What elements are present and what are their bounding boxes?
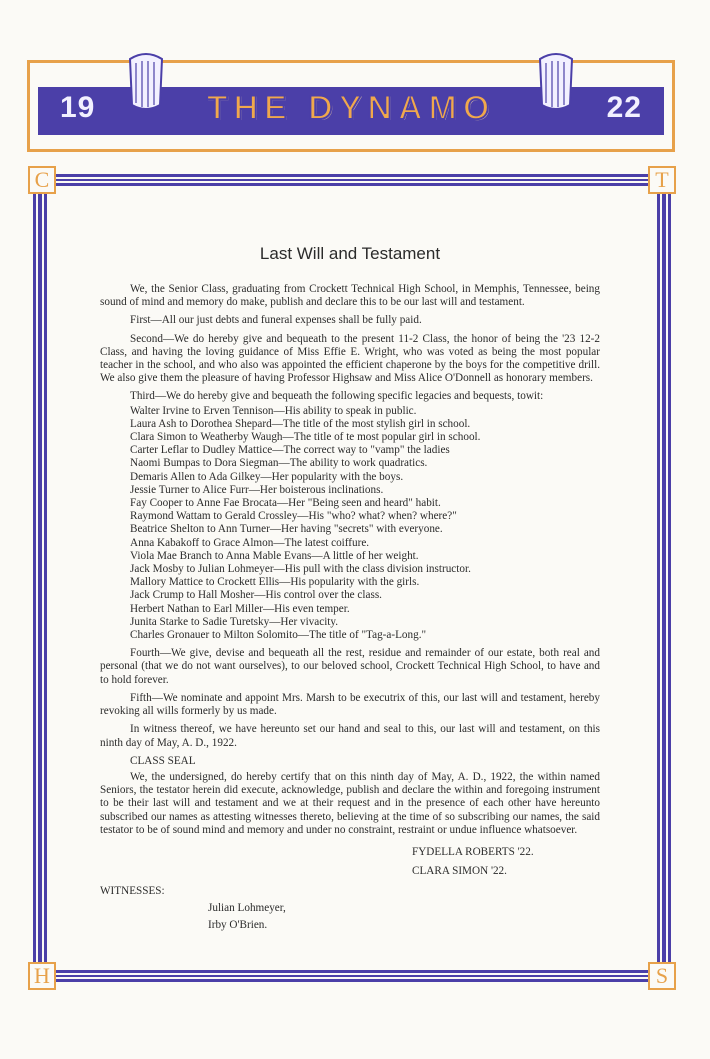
list-item: Mallory Mattice to Crockett Ellis—His popularity with the girls. xyxy=(130,576,420,589)
scroll-ornament-left-icon xyxy=(122,49,170,119)
list-item: Jessie Turner to Alice Furr—Her boisterous inclinations. xyxy=(130,483,384,496)
list-item: Charles Gronauer to Milton Solomito—The title of "Tag-a-Long." xyxy=(130,629,427,642)
list-item: Beatrice Shelton to Ann Turner—Her having "secrets" with everyone. xyxy=(130,523,443,536)
list-item: Herbert Nathan to Earl Miller—His even temper. xyxy=(130,602,350,615)
list-item: Raymond Wattam to Gerald Crossley—His "who? what? when? where?" xyxy=(130,510,457,523)
witness-paragraph: In witness thereof, we have hereunto set our hand and seal to this, our last will and testament, on this ninth day of May, A. D., 1922. xyxy=(100,723,600,749)
list-item: Carter Leflar to Dudley Mattice—The correct way to "vamp" the ladies xyxy=(130,444,450,457)
corner-letter-s: S xyxy=(648,962,676,990)
document-title: Last Will and Testament xyxy=(259,244,441,263)
list-item: Naomi Bumpas to Dora Siegman—The ability to work quadratics. xyxy=(130,457,428,470)
legacies-list xyxy=(100,405,600,643)
scroll-ornament-right-icon xyxy=(532,49,580,119)
fifth-clause: Fifth—We nominate and appoint Mrs. Marsh to be executrix of this, our last will and testament, hereby revoking all wills formerly by us made. xyxy=(100,691,600,718)
list-item: Anna Kabakoff to Grace Almon—The latest coiffure. xyxy=(130,536,370,549)
certification-paragraph: We, the undersigned, do hereby certify that on this ninth day of May, A. D., 1922, the within named Seniors, the testator herein did execute, acknowledge, publish and declare the within and foregoing instrument to be their last will and testament and we at their request and in the presence of each other have hereunto subscribed our names as attesting witnesses thereto, believing at the time of so subscribing our names, the said testator to be of sound mind and memory and under no constraint, restraint or undue influence whatsoever. xyxy=(100,770,600,836)
corner-letter-t: T xyxy=(648,166,676,194)
border-right xyxy=(657,194,671,962)
witness-name: Irby O'Brien. xyxy=(208,919,268,932)
class-seal-label: CLASS SEAL xyxy=(130,754,196,767)
year-left: 19 xyxy=(60,91,96,124)
signatories xyxy=(100,843,600,881)
list-item: Viola Mae Branch to Anna Mable Evans—A little of her weight. xyxy=(130,549,419,562)
list-item: Demaris Allen to Ada Gilkey—Her popularity with the boys. xyxy=(130,470,404,483)
border-left xyxy=(33,194,47,962)
third-clause: Third—We do hereby give and bequeath the following specific legacies and bequests, towit: xyxy=(130,390,544,403)
masthead-title: THE DYNAMO xyxy=(206,89,496,127)
witnesses-list xyxy=(100,900,600,934)
witnesses-label: WITNESSES: xyxy=(100,884,165,897)
list-item: Jack Crump to Hall Mosher—His control over the class. xyxy=(130,589,382,602)
year-right: 22 xyxy=(606,91,642,124)
list-item: Laura Ash to Dorothea Shepard—The title of the most stylish girl in school. xyxy=(130,417,471,430)
border-top xyxy=(56,174,648,186)
first-clause: First—All our just debts and funeral expenses shall be fully paid. xyxy=(130,314,422,327)
list-item: Jack Mosby to Julian Lohmeyer—His pull with the class division instructor. xyxy=(130,563,471,576)
second-clause: Second—We do hereby give and bequeath to the present 11-2 Class, the honor of being the '23 12-2 Class, and having the loving guidance of Miss Effie E. Wright, who was voted as being the most popular teacher in the school, and who also was appointed the efficient chaperone by the boys for the competitive drill. We also give them the pleasure of having Professor Highsaw and Miss Alice O'Donnell as honorary members. xyxy=(100,332,600,385)
fourth-clause: Fourth—We give, devise and bequeath all the rest, residue and remainder of our estate, both real and personal (that we do not want ourselves), to our beloved school, Crockett Technical High School, to have and to hold forever. xyxy=(100,647,600,686)
witness-name: Julian Lohmeyer, xyxy=(208,902,286,915)
masthead-banner xyxy=(27,60,675,152)
list-item: Fay Cooper to Anne Fae Brocata—Her "Being seen and heard" habit. xyxy=(130,497,441,510)
signer-name: FYDELLA ROBERTS '22. xyxy=(412,845,534,858)
list-item: Walter Irvine to Erven Tennison—His ability to speak in public. xyxy=(130,404,417,417)
list-item: Junita Starke to Sadie Turetsky—Her vivacity. xyxy=(130,615,339,628)
corner-letter-c: C xyxy=(28,166,56,194)
corner-letter-h: H xyxy=(28,962,56,990)
list-item: Clara Simon to Weatherby Waugh—The title of te most popular girl in school. xyxy=(130,431,481,444)
intro-paragraph: We, the Senior Class, graduating from Crockett Technical High School, in Memphis, Tennessee, being sound of mind and memory do make, publish and declare this to be our last will and testament. xyxy=(100,283,600,309)
document-body xyxy=(100,283,600,934)
signer-name: CLARA SIMON '22. xyxy=(412,864,507,877)
border-bottom xyxy=(56,970,648,982)
